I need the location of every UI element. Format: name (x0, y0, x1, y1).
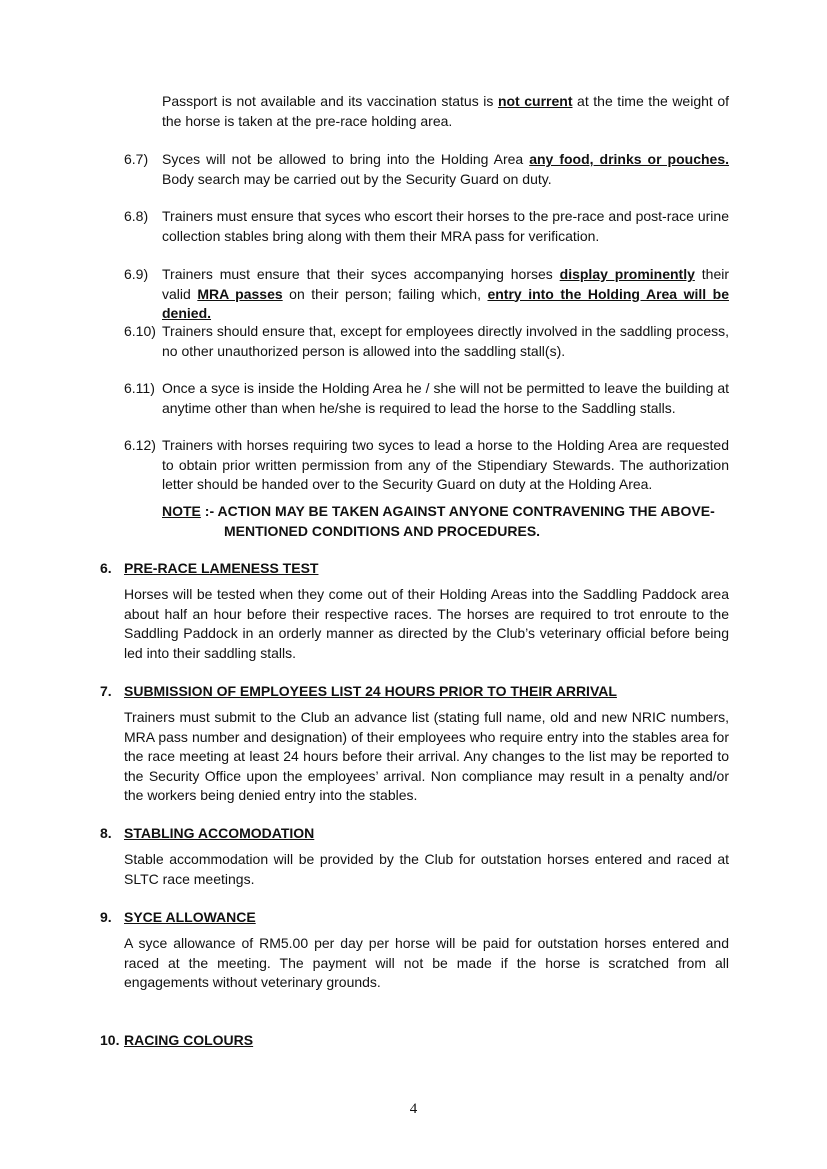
section-heading (100, 559, 729, 578)
section-number: 8. (100, 825, 112, 841)
note-text: :- ACTION MAY BE TAKEN AGAINST ANYONE CONTRAVENING THE ABOVE- (200, 503, 715, 519)
section-title: SUBMISSION OF EMPLOYEES LIST 24 HOURS PRIOR TO THEIR ARRIVAL (124, 683, 617, 699)
section-heading (100, 682, 729, 701)
text-run: Trainers must ensure that their syces accompanying horses (162, 266, 560, 282)
section-title: RACING COLOURS (124, 1032, 254, 1048)
text-run: on their person; failing which, (282, 285, 488, 302)
section-7-body: Trainers must submit to the Club an advance list (stating full name, old and new NRIC numbers, MRA pass number and designation) of their employees who require entry into the stables area for the race meeting at least 24 hours before their arrival. Any changes to the list may be reported to the Security Office upon the employees’ arrival. Non compliance may result in a penalty and/or the workers being denied entry into the stables. (124, 709, 729, 803)
note-text: MENTIONED CONDITIONS AND PROCEDURES. (224, 522, 541, 539)
item-6-11-text: Once a syce is inside the Holding Area he / she will not be permitted to leave the building at anytime other than when he/she is required to lead the horse to the Saddling stalls. (162, 380, 729, 416)
emphasis-text: display prominently (559, 266, 695, 282)
text-run: Passport is not available and its vaccination status is (162, 93, 498, 109)
section-number: 7. (100, 683, 112, 699)
item-number: 6.9) (124, 266, 149, 282)
section-heading (100, 908, 729, 927)
note-label: NOTE (162, 503, 201, 519)
section-number: 10. (100, 1032, 120, 1048)
item-number: 6.12) (124, 437, 156, 453)
text-run: at the time the weight of the horse is taken at the pre-race holding area. (162, 93, 730, 129)
item-6-7-text (162, 150, 729, 189)
item-number: 6.7) (124, 151, 149, 167)
section-9-body: A syce allowance of RM5.00 per day per horse will be paid for outstation horses entered and raced at the meeting. The payment will not be made if the horse is scratched from all engagements without veterinary grounds. (124, 935, 729, 990)
emphasis-text: not current (497, 93, 573, 109)
text-run: Syces will not be allowed to bring into the Holding Area (162, 151, 530, 167)
section-8-body: Stable accommodation will be provided by the Club for outstation horses entered and raced at SLTC race meetings. (124, 851, 729, 887)
emphasis-text: entry into the Holding Area will be denied. (162, 285, 729, 321)
emphasis-text: MRA passes (197, 285, 283, 302)
text-run: Body search may be carried out by the Security Guard on duty. (162, 170, 552, 187)
section-heading (100, 1031, 729, 1050)
page-number: 4 (409, 1101, 418, 1117)
emphasis-text: any food, drinks or pouches. (529, 151, 730, 167)
note-block (162, 502, 729, 541)
item-6-10-text: Trainers should ensure that, except for employees directly involved in the saddling process, no other unauthorized person is allowed into the saddling stall(s). (162, 323, 729, 359)
continuation-paragraph (162, 92, 729, 131)
section-number: 9. (100, 909, 112, 925)
item-6-8-text: Trainers must ensure that syces who escort their horses to the pre-race and post-race urine collection stables bring along with them their MRA pass for verification. (162, 208, 729, 244)
item-number: 6.10) (124, 323, 156, 339)
section-title: PRE-RACE LAMENESS TEST (124, 560, 319, 576)
section-title: STABLING ACCOMODATION (124, 825, 315, 841)
section-6-body: Horses will be tested when they come out of their Holding Areas into the Saddling Paddock area about half an hour before their respective races. The horses are required to trot enroute to the Saddling Paddock in an orderly manner as directed by the Club’s veterinary official before being led into their saddling stalls. (124, 586, 729, 661)
text-run: their valid (162, 266, 730, 302)
item-number: 6.11) (124, 380, 155, 396)
item-6-9-text (162, 265, 729, 324)
section-heading (100, 824, 729, 843)
section-title: SYCE ALLOWANCE (124, 909, 256, 925)
section-number: 6. (100, 560, 112, 576)
item-number: 6.8) (124, 208, 149, 224)
item-6-12-text: Trainers with horses requiring two syces to lead a horse to the Holding Area are requested to obtain prior written permission from any of the Stipendiary Stewards. The authorization letter should be handed over to the Security Guard on duty at the Holding Area. (162, 437, 729, 492)
